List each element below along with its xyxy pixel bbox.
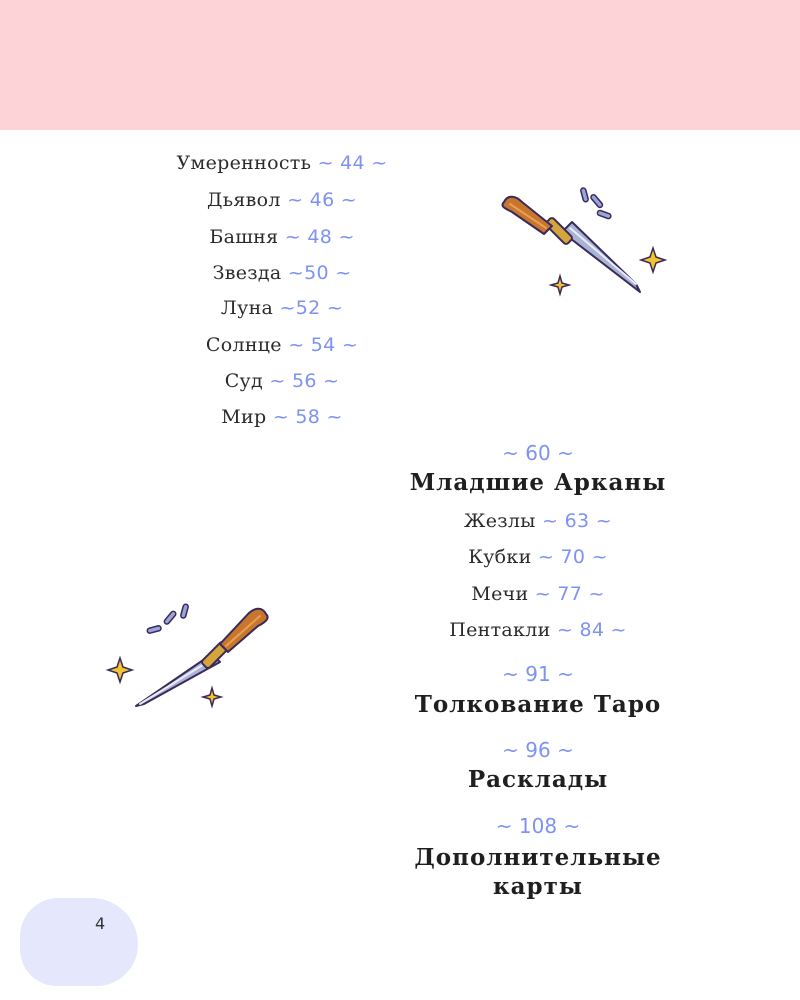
toc-entry-page: ~52 ~ [279, 297, 344, 319]
toc-entry-title: Луна [220, 297, 274, 319]
toc-entry-page: ~50 ~ [287, 262, 352, 284]
toc-entry-page: ~ 46 ~ [287, 189, 358, 211]
toc-entry-moon[interactable] [221, 297, 343, 319]
toc-entry-page: ~ 77 ~ [534, 583, 605, 605]
toc-entry-page: ~ 58 ~ [272, 406, 343, 428]
toc-entry-title: Суд [224, 370, 264, 392]
page-number: 4 [95, 914, 106, 933]
toc-entry-wands[interactable] [464, 510, 612, 532]
page-number-badge [20, 898, 138, 986]
toc-entry-page: ~ 48 ~ [284, 226, 355, 248]
toc-entry-title: Жезлы [464, 510, 536, 532]
section-page-spreads: ~ 96 ~ [502, 738, 574, 762]
toc-entry-title: Пентакли [449, 619, 551, 641]
toc-entry-title: Дьявол [206, 189, 281, 211]
section-page-interpretation: ~ 91 ~ [502, 662, 574, 686]
toc-entry-devil[interactable] [207, 189, 357, 211]
header-band [0, 0, 800, 130]
toc-entry-page: ~ 70 ~ [537, 546, 608, 568]
section-page-minor-arcana: ~ 60 ~ [502, 441, 574, 465]
toc-entry-page: ~ 56 ~ [269, 370, 340, 392]
toc-entry-title: Умеренность [176, 152, 312, 174]
section-title-minor-arcana[interactable]: Младшие Арканы [409, 469, 667, 496]
toc-entry-sun[interactable] [206, 334, 358, 356]
dagger-icon [100, 600, 280, 725]
sparkle-icon [108, 658, 132, 682]
dagger-icon [490, 180, 680, 310]
toc-entry-title: Мир [221, 406, 267, 428]
toc-entry-title: Звезда [212, 262, 282, 284]
sparkle-icon [551, 276, 569, 294]
toc-entry-world[interactable] [221, 406, 342, 428]
toc-entry-swords[interactable] [471, 583, 604, 605]
toc-entry-temperance[interactable] [177, 152, 388, 174]
toc-entry-title: Мечи [471, 583, 529, 605]
section-title-spreads[interactable]: Расклады [467, 766, 609, 793]
toc-entry-pentacles[interactable] [449, 619, 627, 641]
sparkle-icon [641, 248, 665, 272]
section-page-extra-cards: ~ 108 ~ [495, 814, 581, 838]
toc-entry-tower[interactable] [209, 226, 354, 248]
toc-entry-page: ~ 84 ~ [556, 619, 627, 641]
toc-entry-title: Кубки [468, 546, 532, 568]
toc-entry-cups[interactable] [468, 546, 608, 568]
toc-entry-page: ~ 63 ~ [542, 510, 612, 532]
section-title-extra-cards[interactable]: Дополнительные карты [414, 844, 662, 900]
section-title-interpretation[interactable]: Толкование Таро [414, 691, 662, 718]
toc-entry-star[interactable] [213, 262, 352, 284]
sparkle-icon [203, 688, 221, 706]
toc-entry-title: Башня [209, 226, 279, 248]
toc-entry-title: Солнце [205, 334, 282, 356]
toc-entry-page: ~ 54 ~ [288, 334, 359, 356]
toc-entry-judgement[interactable] [225, 370, 340, 392]
toc-entry-page: ~ 44 ~ [317, 152, 388, 174]
